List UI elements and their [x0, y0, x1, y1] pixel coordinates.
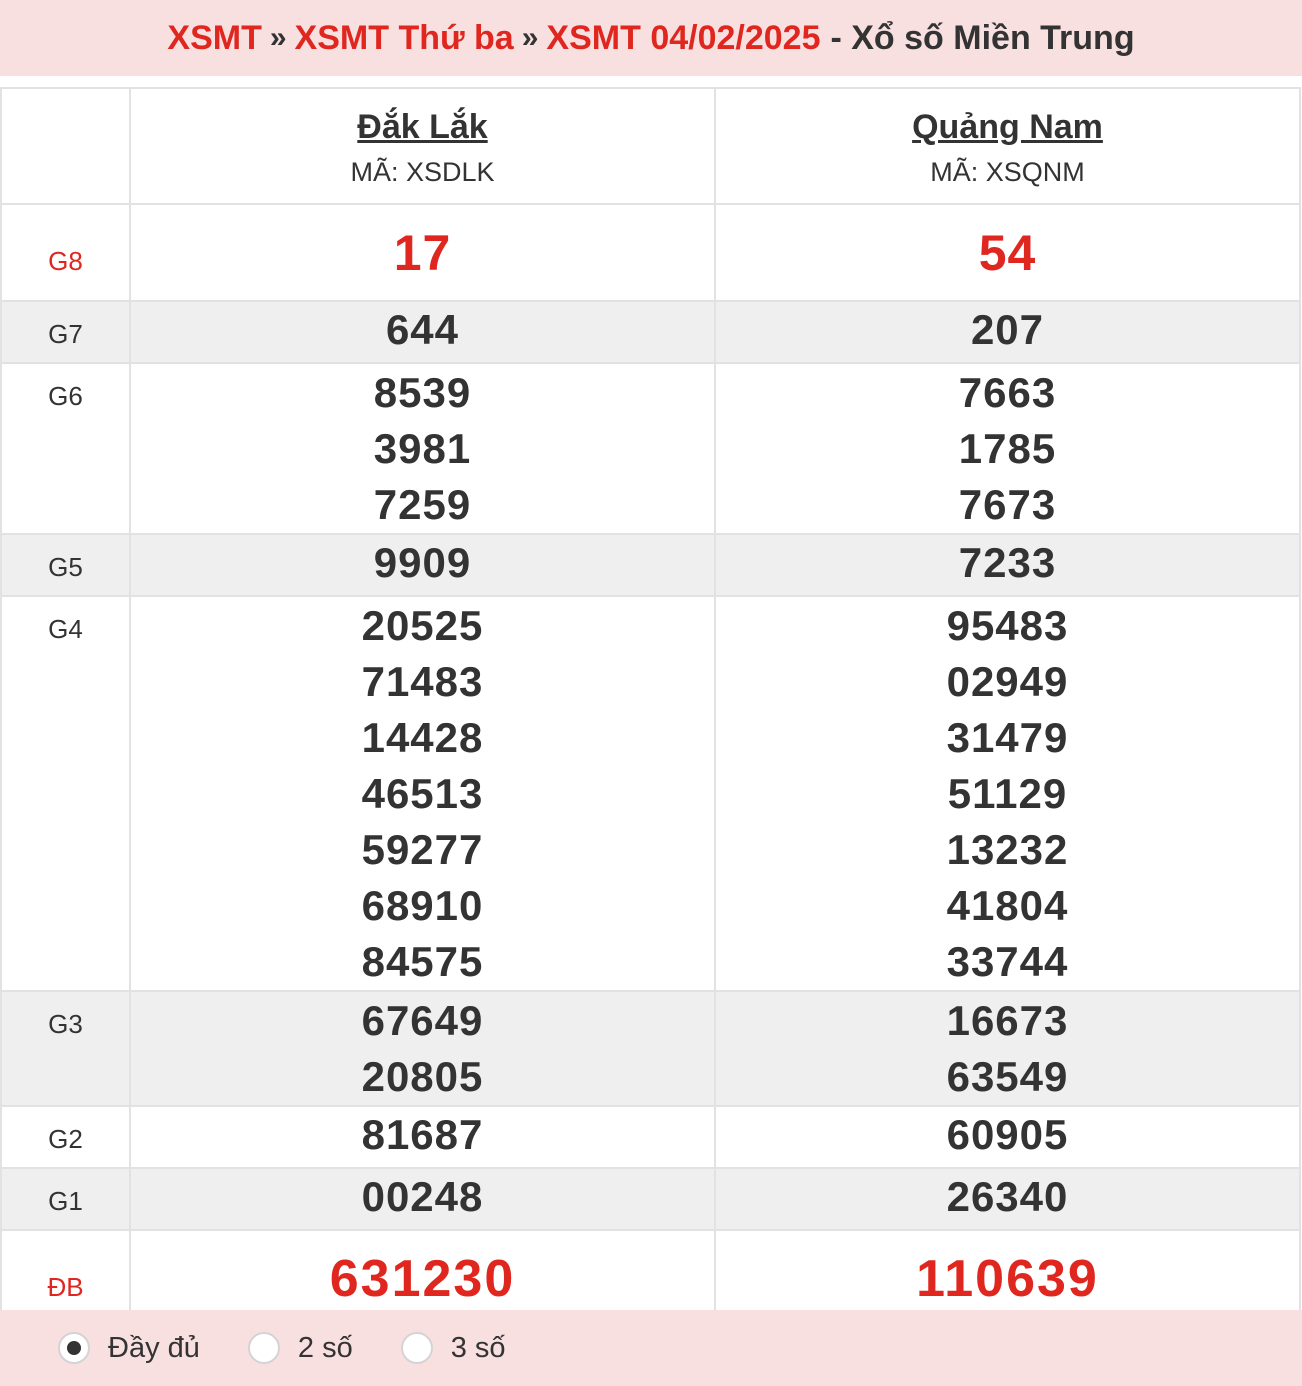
province-header-dak-lak: [130, 88, 715, 204]
province-code: MÃ: XSQNM: [930, 157, 1085, 187]
radio-full[interactable]: [58, 1332, 90, 1364]
prize-row: [1, 204, 1300, 301]
prize-number: 1785: [958, 425, 1057, 472]
breadcrumb-xsmt-weekday[interactable]: XSMT Thứ ba: [294, 18, 514, 57]
prize-label: G7: [48, 319, 83, 349]
prize-label-cell: [1, 596, 130, 991]
prize-numbers-cell: [130, 596, 715, 991]
prize-row: [1, 1106, 1300, 1168]
breadcrumb-xsmt[interactable]: XSMT: [167, 18, 262, 57]
prize-label: G4: [48, 614, 83, 644]
prize-number: 7663: [958, 369, 1057, 416]
option-3-digits[interactable]: [401, 1332, 506, 1365]
prize-number: 8539: [373, 369, 472, 416]
prize-number: 02949: [946, 658, 1069, 705]
prize-number: 17: [393, 224, 452, 281]
prize-number: 67649: [361, 997, 484, 1044]
prize-row: [1, 301, 1300, 363]
prize-numbers-cell: [715, 534, 1300, 596]
prize-number: 7673: [958, 481, 1057, 528]
digit-filter-bar: [0, 1310, 1302, 1386]
prize-number: 16673: [946, 997, 1069, 1044]
option-label: 3 số: [450, 1331, 506, 1364]
prize-numbers-cell: [715, 1168, 1300, 1230]
prize-numbers-cell: [715, 1106, 1300, 1168]
breadcrumb-xsmt-date[interactable]: XSMT 04/02/2025: [546, 18, 821, 57]
prize-number: 71483: [361, 658, 484, 705]
prize-number: 110639: [916, 1249, 1099, 1308]
prize-label-cell: [1, 534, 130, 596]
prize-number: 00248: [361, 1173, 484, 1220]
prize-numbers-cell: [715, 363, 1300, 534]
prize-number: 59277: [361, 826, 484, 873]
prize-number: 63549: [946, 1053, 1069, 1100]
prize-label-cell: [1, 991, 130, 1106]
page-title: [0, 0, 1302, 76]
prize-number: 95483: [946, 602, 1069, 649]
header-empty-cell: [1, 88, 130, 204]
prize-number: 9909: [373, 539, 472, 586]
radio-2-digits[interactable]: [248, 1332, 280, 1364]
radio-3-digits[interactable]: [401, 1332, 433, 1364]
prize-numbers-cell: [130, 991, 715, 1106]
prize-number: 3981: [373, 425, 472, 472]
prize-number: 31479: [946, 714, 1069, 761]
results-table: [0, 87, 1301, 1328]
prize-label-cell: [1, 1106, 130, 1168]
prize-label: ĐB: [47, 1271, 84, 1302]
prize-numbers-cell: [130, 534, 715, 596]
prize-number: 68910: [361, 882, 484, 929]
option-label: 2 số: [297, 1331, 353, 1364]
prize-row: [1, 363, 1300, 534]
prize-label-cell: [1, 204, 130, 301]
prize-label-cell: [1, 1168, 130, 1230]
prize-number: 46513: [361, 770, 484, 817]
prize-numbers-cell: [715, 991, 1300, 1106]
prize-number: 33744: [946, 938, 1069, 985]
prize-number: 60905: [946, 1111, 1069, 1158]
prize-numbers-cell: [130, 363, 715, 534]
prize-number: 41804: [946, 882, 1069, 929]
option-label: Đầy đủ: [108, 1331, 200, 1364]
prize-number: 84575: [361, 938, 484, 985]
prize-label: G8: [48, 245, 83, 276]
prize-label: G6: [48, 381, 83, 411]
prize-numbers-cell: [715, 596, 1300, 991]
prize-number: 14428: [361, 714, 484, 761]
prize-numbers-cell: [130, 1106, 715, 1168]
option-2-digits[interactable]: [248, 1332, 353, 1365]
prize-number: 20805: [361, 1053, 484, 1100]
prize-numbers-cell: [130, 1168, 715, 1230]
prize-label-cell: [1, 363, 130, 534]
prize-row: [1, 1168, 1300, 1230]
province-code: MÃ: XSDLK: [350, 157, 495, 187]
prize-label: G2: [48, 1124, 83, 1154]
prize-number: 26340: [946, 1173, 1069, 1220]
prize-number: 207: [970, 306, 1045, 353]
prize-numbers-cell: [715, 204, 1300, 301]
prize-number: 7233: [958, 539, 1057, 586]
province-header-row: [1, 88, 1300, 204]
prize-number: 631230: [329, 1249, 516, 1308]
prize-numbers-cell: [715, 301, 1300, 363]
prize-numbers-cell: [130, 204, 715, 301]
prize-number: 7259: [373, 481, 472, 528]
prize-label: G5: [48, 552, 83, 582]
prize-number: 51129: [947, 770, 1068, 817]
prize-number: 81687: [361, 1111, 484, 1158]
prize-label: G1: [48, 1186, 83, 1216]
prize-number: 54: [978, 224, 1037, 281]
prize-row: [1, 991, 1300, 1106]
prize-row: [1, 534, 1300, 596]
page-title-suffix: - Xổ số Miền Trung: [830, 18, 1135, 57]
province-header-quang-nam: [715, 88, 1300, 204]
breadcrumb-separator: »: [521, 21, 539, 54]
option-full[interactable]: [58, 1332, 200, 1365]
province-link-quang-nam[interactable]: Quảng Nam: [912, 108, 1103, 146]
province-link-dak-lak[interactable]: Đắk Lắk: [357, 108, 488, 146]
prize-row: [1, 596, 1300, 991]
prize-number: 644: [385, 306, 460, 353]
breadcrumb-separator: »: [269, 21, 287, 54]
prize-label-cell: [1, 301, 130, 363]
prize-number: 20525: [361, 602, 484, 649]
prize-label: G3: [48, 1009, 83, 1039]
prize-numbers-cell: [130, 301, 715, 363]
prize-number: 13232: [946, 826, 1069, 873]
